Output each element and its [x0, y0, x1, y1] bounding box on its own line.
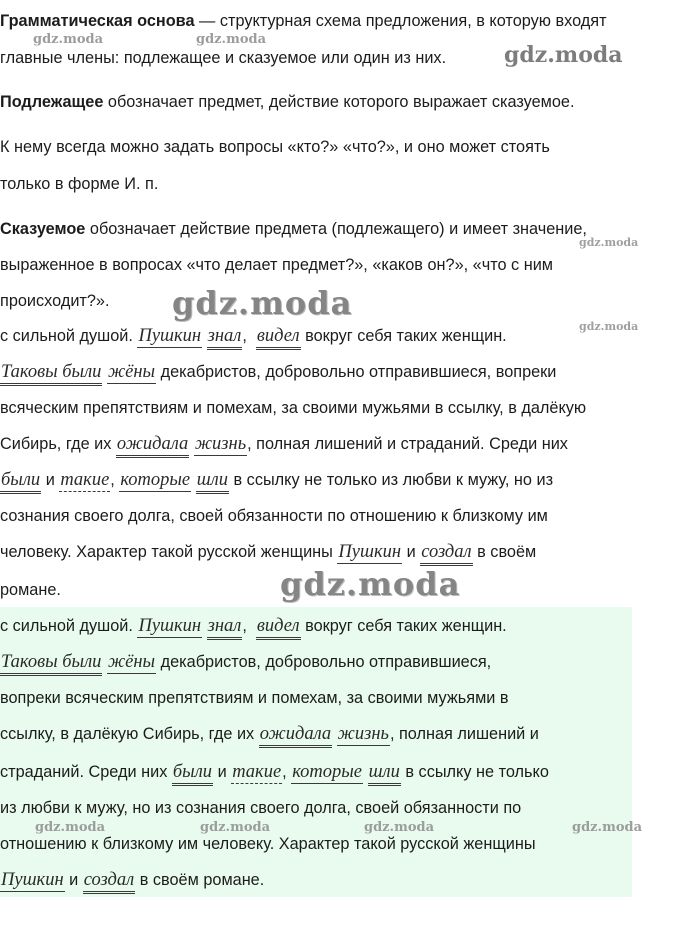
predicate-word: ожидала: [259, 723, 332, 748]
subject-word: которые: [292, 762, 363, 782]
watermark: gdz.moda: [280, 565, 461, 603]
predicate-word: создал: [83, 869, 135, 894]
predicate-word: знал: [207, 325, 243, 350]
text-line: всяческим препятствиям и помехам, за своими мужьями в ссылку, в далёкую: [0, 399, 587, 417]
subject-word: Пушкин: [138, 326, 202, 346]
subject-word: жёны: [107, 362, 156, 382]
subject-word: жизнь: [194, 434, 247, 454]
definition-line: главные члены: подлежащее и сказуемое или один из них.: [0, 49, 447, 67]
watermark: gdz.moda: [364, 820, 435, 835]
text-line: человеку. Характер такой русской женщины Пушкин и создал в своём: [0, 534, 680, 570]
text-line: ссылку, в далёкую Сибирь, где их ожидала жизнь, полная лишений и: [0, 716, 680, 752]
predicate-word: видел: [256, 615, 301, 640]
subject-questions-cont: только в форме И. п.: [0, 175, 159, 193]
subject-word: Пушкин: [1, 870, 64, 890]
text-line: вопреки всяческим препятствиям и помехам, за своими мужьями в: [0, 689, 509, 707]
text-line: из любви к мужу, но из сознания своего долга, своей обязанности по: [0, 799, 522, 817]
predicate-word: были: [0, 469, 41, 494]
text-line: Сибирь, где их ожидала жизнь, полная лишений и страданий. Среди них: [0, 426, 680, 462]
term: Подлежащее: [0, 93, 104, 111]
text-line: романе.: [0, 581, 61, 599]
text-line: были и такие, которые шли в ссылку не только из любви к мужу, но из: [0, 462, 680, 498]
predicate-word: видел: [256, 325, 301, 350]
watermark: gdz.moda: [35, 820, 106, 835]
definition-predicate: Сказуемое обозначает действие предмета (подлежащего) и имеет значение,: [0, 220, 587, 238]
watermark: gdz.moda: [33, 32, 104, 47]
predicate-word: были: [172, 761, 213, 786]
watermark: gdz.moda: [200, 820, 271, 835]
predicate-word: Таковы были: [0, 361, 102, 386]
watermark: gdz.moda: [504, 42, 623, 68]
text-line: Пушкин и создал в своём романе.: [0, 862, 680, 898]
watermark: gdz.moda: [579, 320, 639, 333]
text-line: страданий. Среди них были и такие, которые шли в ссылку не только: [0, 754, 680, 790]
predicate-word: шли: [196, 469, 229, 494]
text-line: Таковы были жёны декабристов, добровольно отправившиеся, вопреки: [0, 354, 680, 390]
watermark: gdz.moda: [196, 32, 267, 47]
subject-questions: К нему всегда можно задать вопросы «кто?» «что?», и оно может стоять: [0, 138, 550, 156]
definition-grammatical-basis: Грамматическая основа — структурная схема предложения, в которую входят: [0, 12, 607, 30]
definition-subject: Подлежащее обозначает предмет, действие которого выражает сказуемое.: [0, 93, 575, 111]
predicate-word: ожидала: [116, 433, 189, 458]
predicate-word: Таковы были: [0, 651, 102, 676]
attribute-word: такие: [232, 762, 282, 782]
predicate-word: шли: [368, 761, 401, 786]
text-line: с сильной душой. Пушкин знал, видел вокруг себя таких женщин.: [0, 608, 680, 644]
term: Сказуемое: [0, 220, 86, 238]
text-line: отношению к близкому им человеку. Характер такой русской женщины: [0, 835, 536, 853]
subject-word: Пушкин: [138, 616, 202, 636]
text-line: сознания своего долга, своей обязанности по отношению к близкому им: [0, 507, 548, 525]
watermark: gdz.moda: [579, 236, 639, 249]
subject-word: которые: [120, 470, 191, 490]
subject-word: жёны: [107, 652, 156, 672]
watermark: gdz.moda: [572, 820, 643, 835]
attribute-word: такие: [60, 470, 110, 490]
watermark: gdz.moda: [172, 284, 353, 322]
text-line: Таковы были жёны декабристов, добровольно отправившиеся,: [0, 644, 680, 680]
term: Грамматическая основа: [0, 12, 195, 30]
definition-line: выраженное в вопросах «что делает предмет?», «каков он?», «что с ним: [0, 256, 554, 274]
predicate-word: создал: [420, 541, 472, 566]
predicate-word: знал: [207, 615, 243, 640]
text-line: с сильной душой. Пушкин знал, видел вокруг себя таких женщин.: [0, 318, 680, 354]
subject-word: Пушкин: [338, 542, 402, 562]
definition-line: происходит?».: [0, 292, 110, 310]
subject-word: жизнь: [337, 724, 389, 744]
